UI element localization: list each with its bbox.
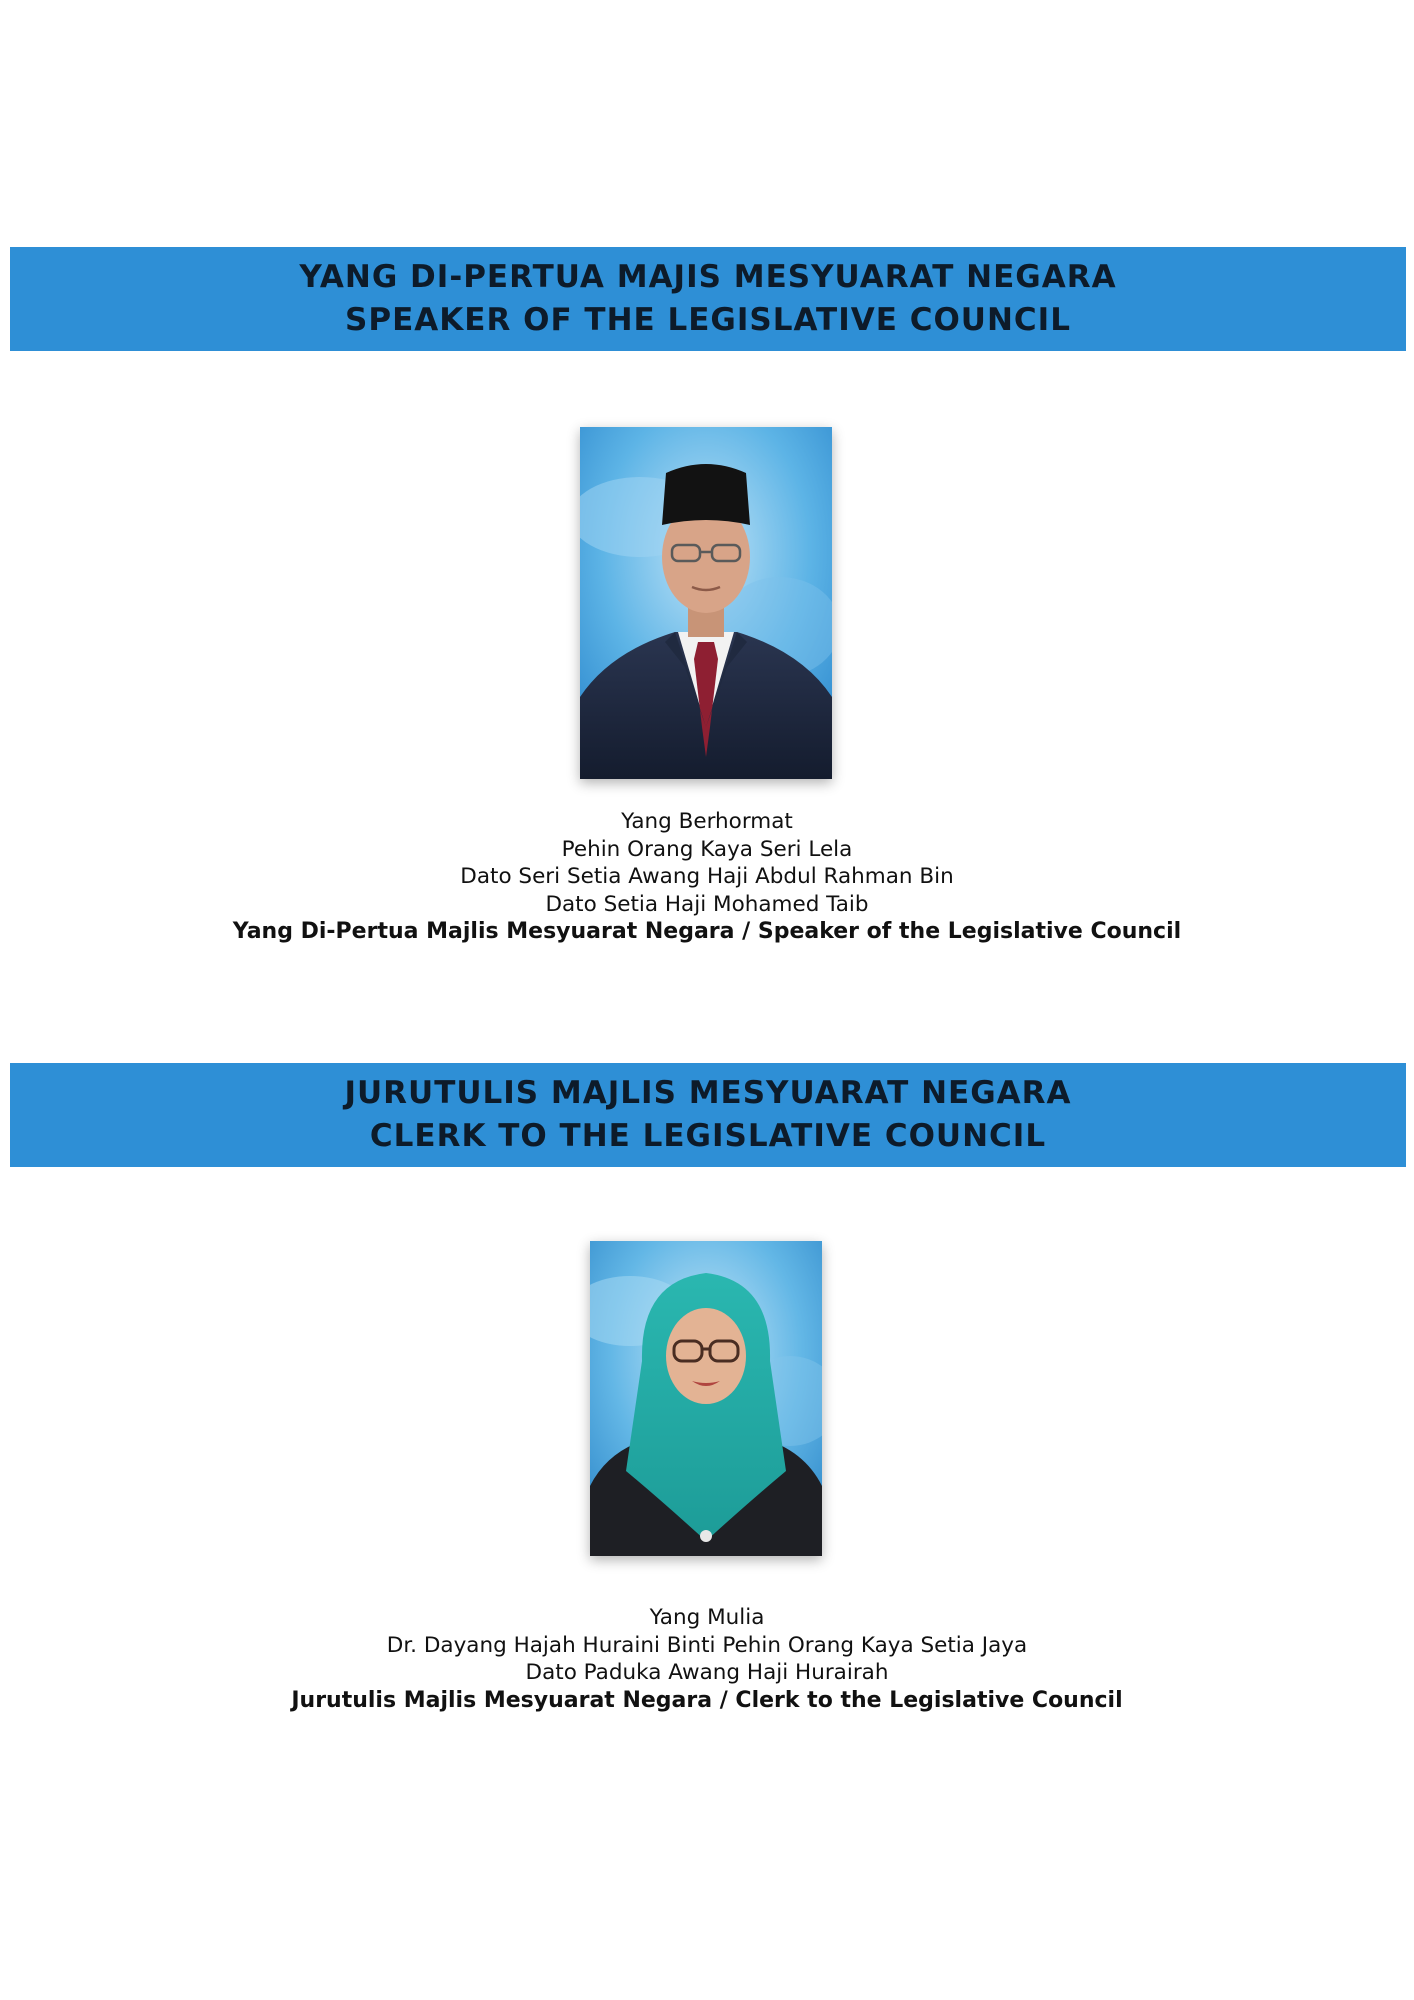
clerk-role-title: Jurutulis Majlis Mesyuarat Negara / Clerk to the Legislative Council	[291, 1687, 1123, 1713]
speaker-portrait-illustration	[580, 427, 832, 779]
clerk-honorific: Yang Mulia	[649, 1605, 765, 1630]
speaker-name-line-2: Dato Seri Setia Awang Haji Abdul Rahman Bin	[460, 864, 954, 890]
speaker-banner-title-malay: YANG DI-PERTUA MAJIS MESYUARAT NEGARA	[299, 259, 1117, 295]
speaker-role-title: Yang Di-Pertua Majlis Mesyuarat Negara / Speaker of the Legislative Council	[232, 919, 1182, 945]
speaker-caption	[0, 808, 1414, 946]
speaker-banner-title-english: SPEAKER OF THE LEGISLATIVE COUNCIL	[345, 302, 1071, 338]
clerk-portrait-illustration	[590, 1241, 822, 1556]
speaker-name-line-1: Pehin Orang Kaya Seri Lela	[561, 836, 853, 862]
speaker-name-line-3: Dato Setia Haji Mohamed Taib	[545, 891, 869, 917]
clerk-portrait-photo	[590, 1241, 822, 1556]
speaker-portrait-photo	[580, 427, 832, 779]
clerk-banner-title-malay: JURUTULIS MAJLIS MESYUARAT NEGARA	[344, 1075, 1072, 1111]
clerk-name-line-1: Dr. Dayang Hajah Huraini Binti Pehin Orang Kaya Setia Jaya	[386, 1632, 1028, 1658]
clerk-caption	[0, 1604, 1414, 1714]
speaker-honorific: Yang Berhormat	[621, 809, 793, 834]
clerk-banner-title-english: CLERK TO THE LEGISLATIVE COUNCIL	[369, 1118, 1047, 1154]
clerk-name-line-2: Dato Paduka Awang Haji Hurairah	[525, 1660, 889, 1686]
clerk-section-banner	[10, 1063, 1406, 1167]
speaker-section-banner	[10, 247, 1406, 351]
